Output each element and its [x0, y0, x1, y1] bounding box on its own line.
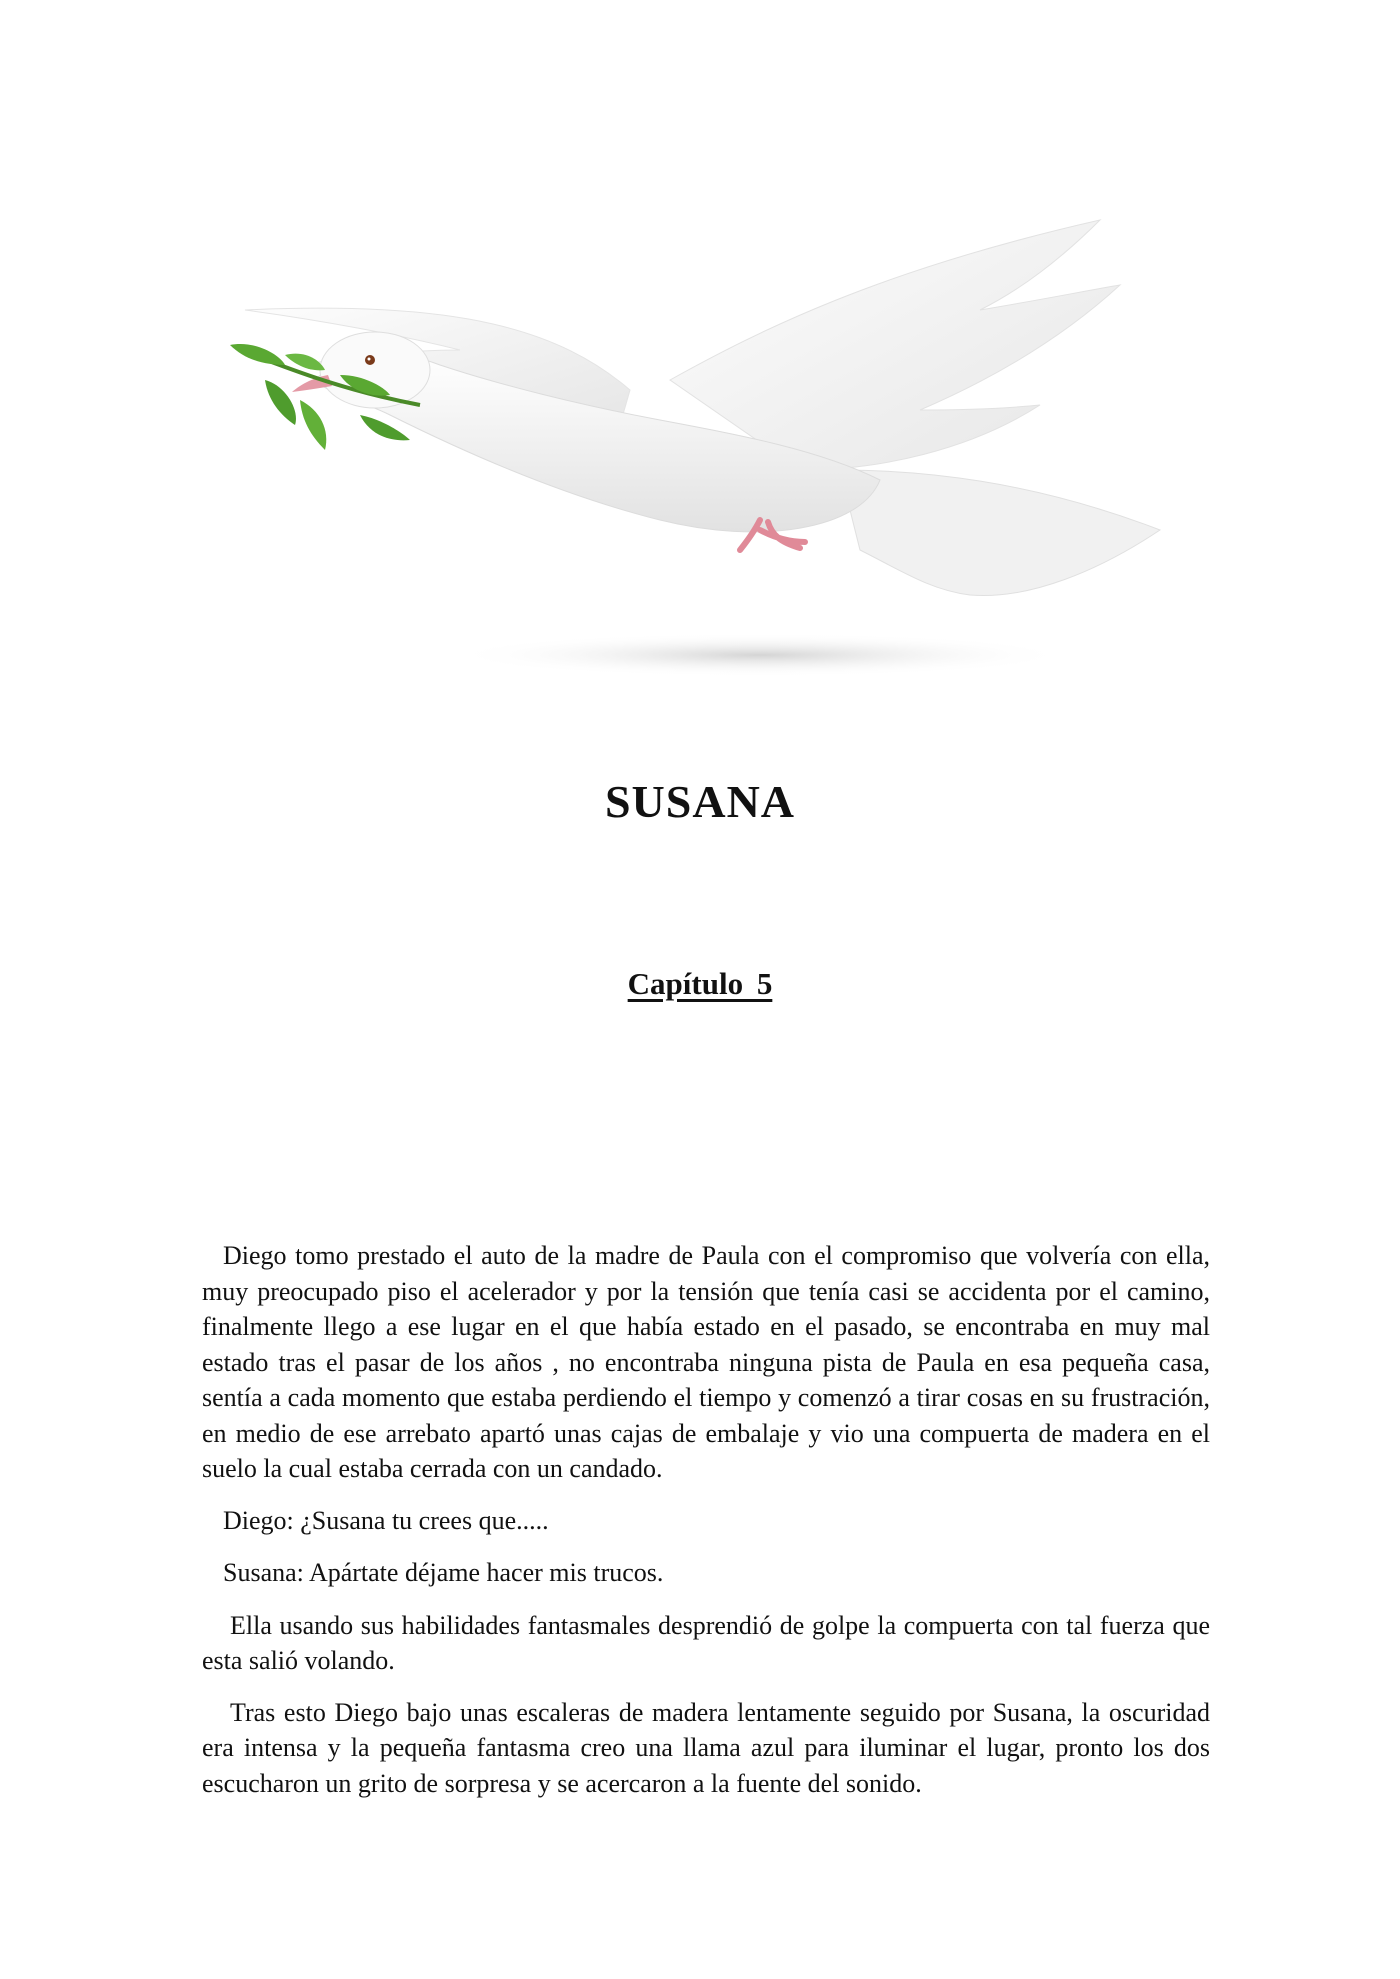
- dialogue-diego: Diego: ¿Susana tu crees que.....: [223, 1505, 549, 1535]
- dialogue-susana: Susana: Apártate déjame hacer mis trucos.: [223, 1558, 664, 1587]
- dove-olive-branch-image: [200, 150, 1220, 710]
- paragraph-4: Ella usando sus habilidades fantasmales desprendió de golpe la compuerta con tal fuerza que esta salió volando.: [202, 1610, 1210, 1675]
- paragraph-1: Diego tomo prestado el auto de la madre de Paula con el compromiso que volvería con ella, muy preocupado piso el acelerador y por la tensión que tenía casi se accidenta por el camino, finalmente llego a ese lugar en el que había estado en el pasado, se encontraba en muy mal estado tras el pasar de los años , no encontraba ninguna pista de Paula en esa pequeña casa, sentía a cada momento que estaba perdiendo el tiempo y comenzó a tirar cosas en su frustración, en medio de ese arrebato apartó unas cajas de embalaje y vio una compuerta de madera en el suelo la cual estaba cerrada con un candado.: [202, 1241, 1210, 1483]
- book-title: SUSANA: [604, 776, 796, 827]
- chapter-heading: Capítulo 5: [627, 966, 773, 1001]
- paragraph-5: Tras esto Diego bajo unas escaleras de madera lentamente seguido por Susana, la oscuridad era intensa y la pequeña fantasma creo una llama azul para iluminar el lugar, pronto los dos escucharon un grito de sorpresa y se acercaron a la fuente del sonido.: [202, 1697, 1210, 1798]
- dove-illustration: [200, 150, 1220, 710]
- body-text: [202, 1238, 1210, 1817]
